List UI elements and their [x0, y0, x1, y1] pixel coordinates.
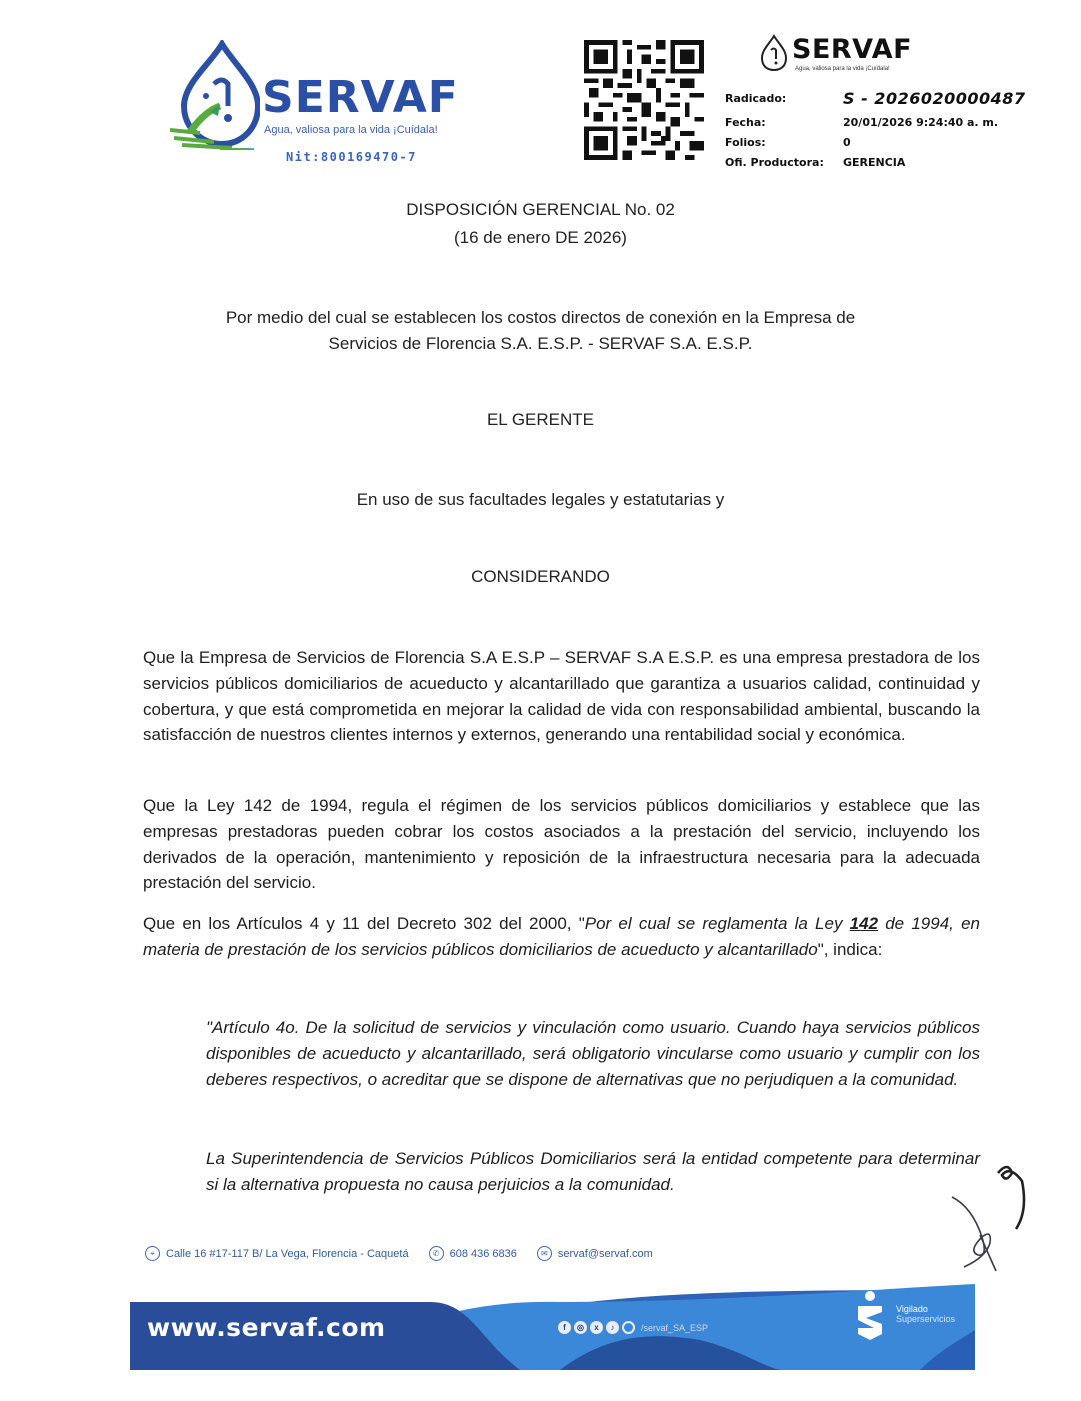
stamp-logo	[759, 32, 959, 82]
tiktok-icon[interactable]: ♪	[606, 1321, 619, 1334]
social-media-links	[558, 1321, 708, 1334]
contact-info	[145, 1246, 653, 1261]
logo-tagline: Agua, valiosa para la vida ¡Cuídala!	[264, 124, 438, 136]
instagram-icon[interactable]: ◎	[574, 1321, 587, 1334]
radicado-number: S - 2026020000487	[843, 89, 1026, 108]
phone-number[interactable]: 608 436 6836	[449, 1247, 517, 1260]
email-icon: ✉	[537, 1246, 552, 1261]
superservicios-label: Superservicios	[896, 1314, 956, 1324]
nit-number: Nit:800169470-7	[286, 150, 417, 164]
location-icon: ⌖	[145, 1246, 160, 1261]
water-drop-logo-icon	[170, 40, 260, 150]
website-link[interactable]: www.servaf.com	[147, 1313, 386, 1342]
superservicios-logo-icon	[856, 1290, 884, 1340]
folios-count: 0	[843, 136, 851, 149]
email-address[interactable]: servaf@servaf.com	[557, 1247, 653, 1260]
vigilado-label: Vigilado	[896, 1304, 928, 1314]
facebook-icon[interactable]: f	[558, 1321, 571, 1334]
water-drop-icon	[759, 34, 789, 72]
powers-statement: En uso de sus facultades legales y estatutarias y	[356, 490, 725, 509]
quoted-article: "Artículo 4o. De la solicitud de servicios y vinculación como usuario. Cuando haya servicios públicos disponibles de acueducto y alcantarillado, será obligatorio vincularse como usuario y cumplir con los deberes respectivos, o acreditar que se dispone de alternativas que no perjudiquen a la comunidad.	[206, 1018, 980, 1089]
paragraph-decree-reference: Que en los Artículos 4 y 11 del Decreto 302 del 2000, "Por el cual se reglamenta la Ley 142 de 1994, en materia de prestación de los servicios públicos domiciliarios de acueducto y alcantarillado", indica:	[143, 914, 980, 959]
considerando-heading: CONSIDERANDO	[471, 567, 610, 586]
document-subject: Por medio del cual se establecen los costos directos de conexión en la Empresa de Servicios de Florencia S.A. E.S.P. - SERVAF S.A. E.S.P.	[225, 308, 856, 353]
x-twitter-icon[interactable]: x	[590, 1321, 603, 1334]
stamp-date: 20/01/2026 9:24:40 a. m.	[843, 116, 999, 129]
social-handle: /servaf_SA_ESP	[641, 1322, 709, 1333]
address: Calle 16 #17-117 B/ La Vega, Florencia - Caquetá	[166, 1247, 409, 1260]
qr-code-icon	[584, 40, 704, 160]
document-title: DISPOSICIÓN GERENCIAL No. 02	[406, 200, 675, 219]
servaf-logo	[150, 40, 480, 170]
document-date: (16 de enero DE 2026)	[454, 228, 627, 247]
logo-wordmark: SERVAF	[262, 72, 459, 123]
stamp-wordmark: SERVAF	[792, 34, 913, 65]
quoted-article: La Superintendencia de Servicios Públicos Domiciliarios será la entidad competente para determinar si la alternativa propuesta no causa perjuicios a la comunidad.	[206, 1149, 980, 1194]
youtube-icon[interactable]	[622, 1321, 635, 1334]
supervision-badge	[856, 1290, 996, 1340]
stamp-tagline: Agua, valiosa para la vida ¡Cuídala!	[795, 66, 890, 72]
authority-heading: EL GERENTE	[486, 410, 595, 429]
law-reference: 142	[849, 914, 879, 933]
paragraph: Que la Ley 142 de 1994, regula el régimen de los servicios públicos domiciliarios y establece que las empresas prestadoras pueden cobrar los costos asociados a la prestación del servicio, incluyendo los derivados de la operación, mantenimiento y reposición de la infraestructura necesaria para la adecuada prestación del servicio.	[143, 796, 980, 893]
paragraph: Que la Empresa de Servicios de Florencia S.A E.S.P – SERVAF S.A E.S.P. es una empresa prestadora de los servicios públicos domiciliarios de acueducto y alcantarillado que garantiza a usuarios calidad, continuidad y cobertura, y que está comprometida en mejorar la calidad de vida con responsabilidad ambiental, buscando la satisfacción de nuestros clientes internos y externos, generando una rentabilidad social y económica.	[143, 648, 980, 745]
filing-stamp: SERVAF Agua, valiosa para la vida ¡Cuídala! Radicado: S - 2026020000487 Fecha: 20/01/2026 9:24:40 a. m. Folios: 0 Ofi. Productora: GERENCIA	[725, 34, 1026, 169]
phone-icon: ✆	[429, 1246, 444, 1261]
producing-office: GERENCIA	[843, 156, 906, 169]
